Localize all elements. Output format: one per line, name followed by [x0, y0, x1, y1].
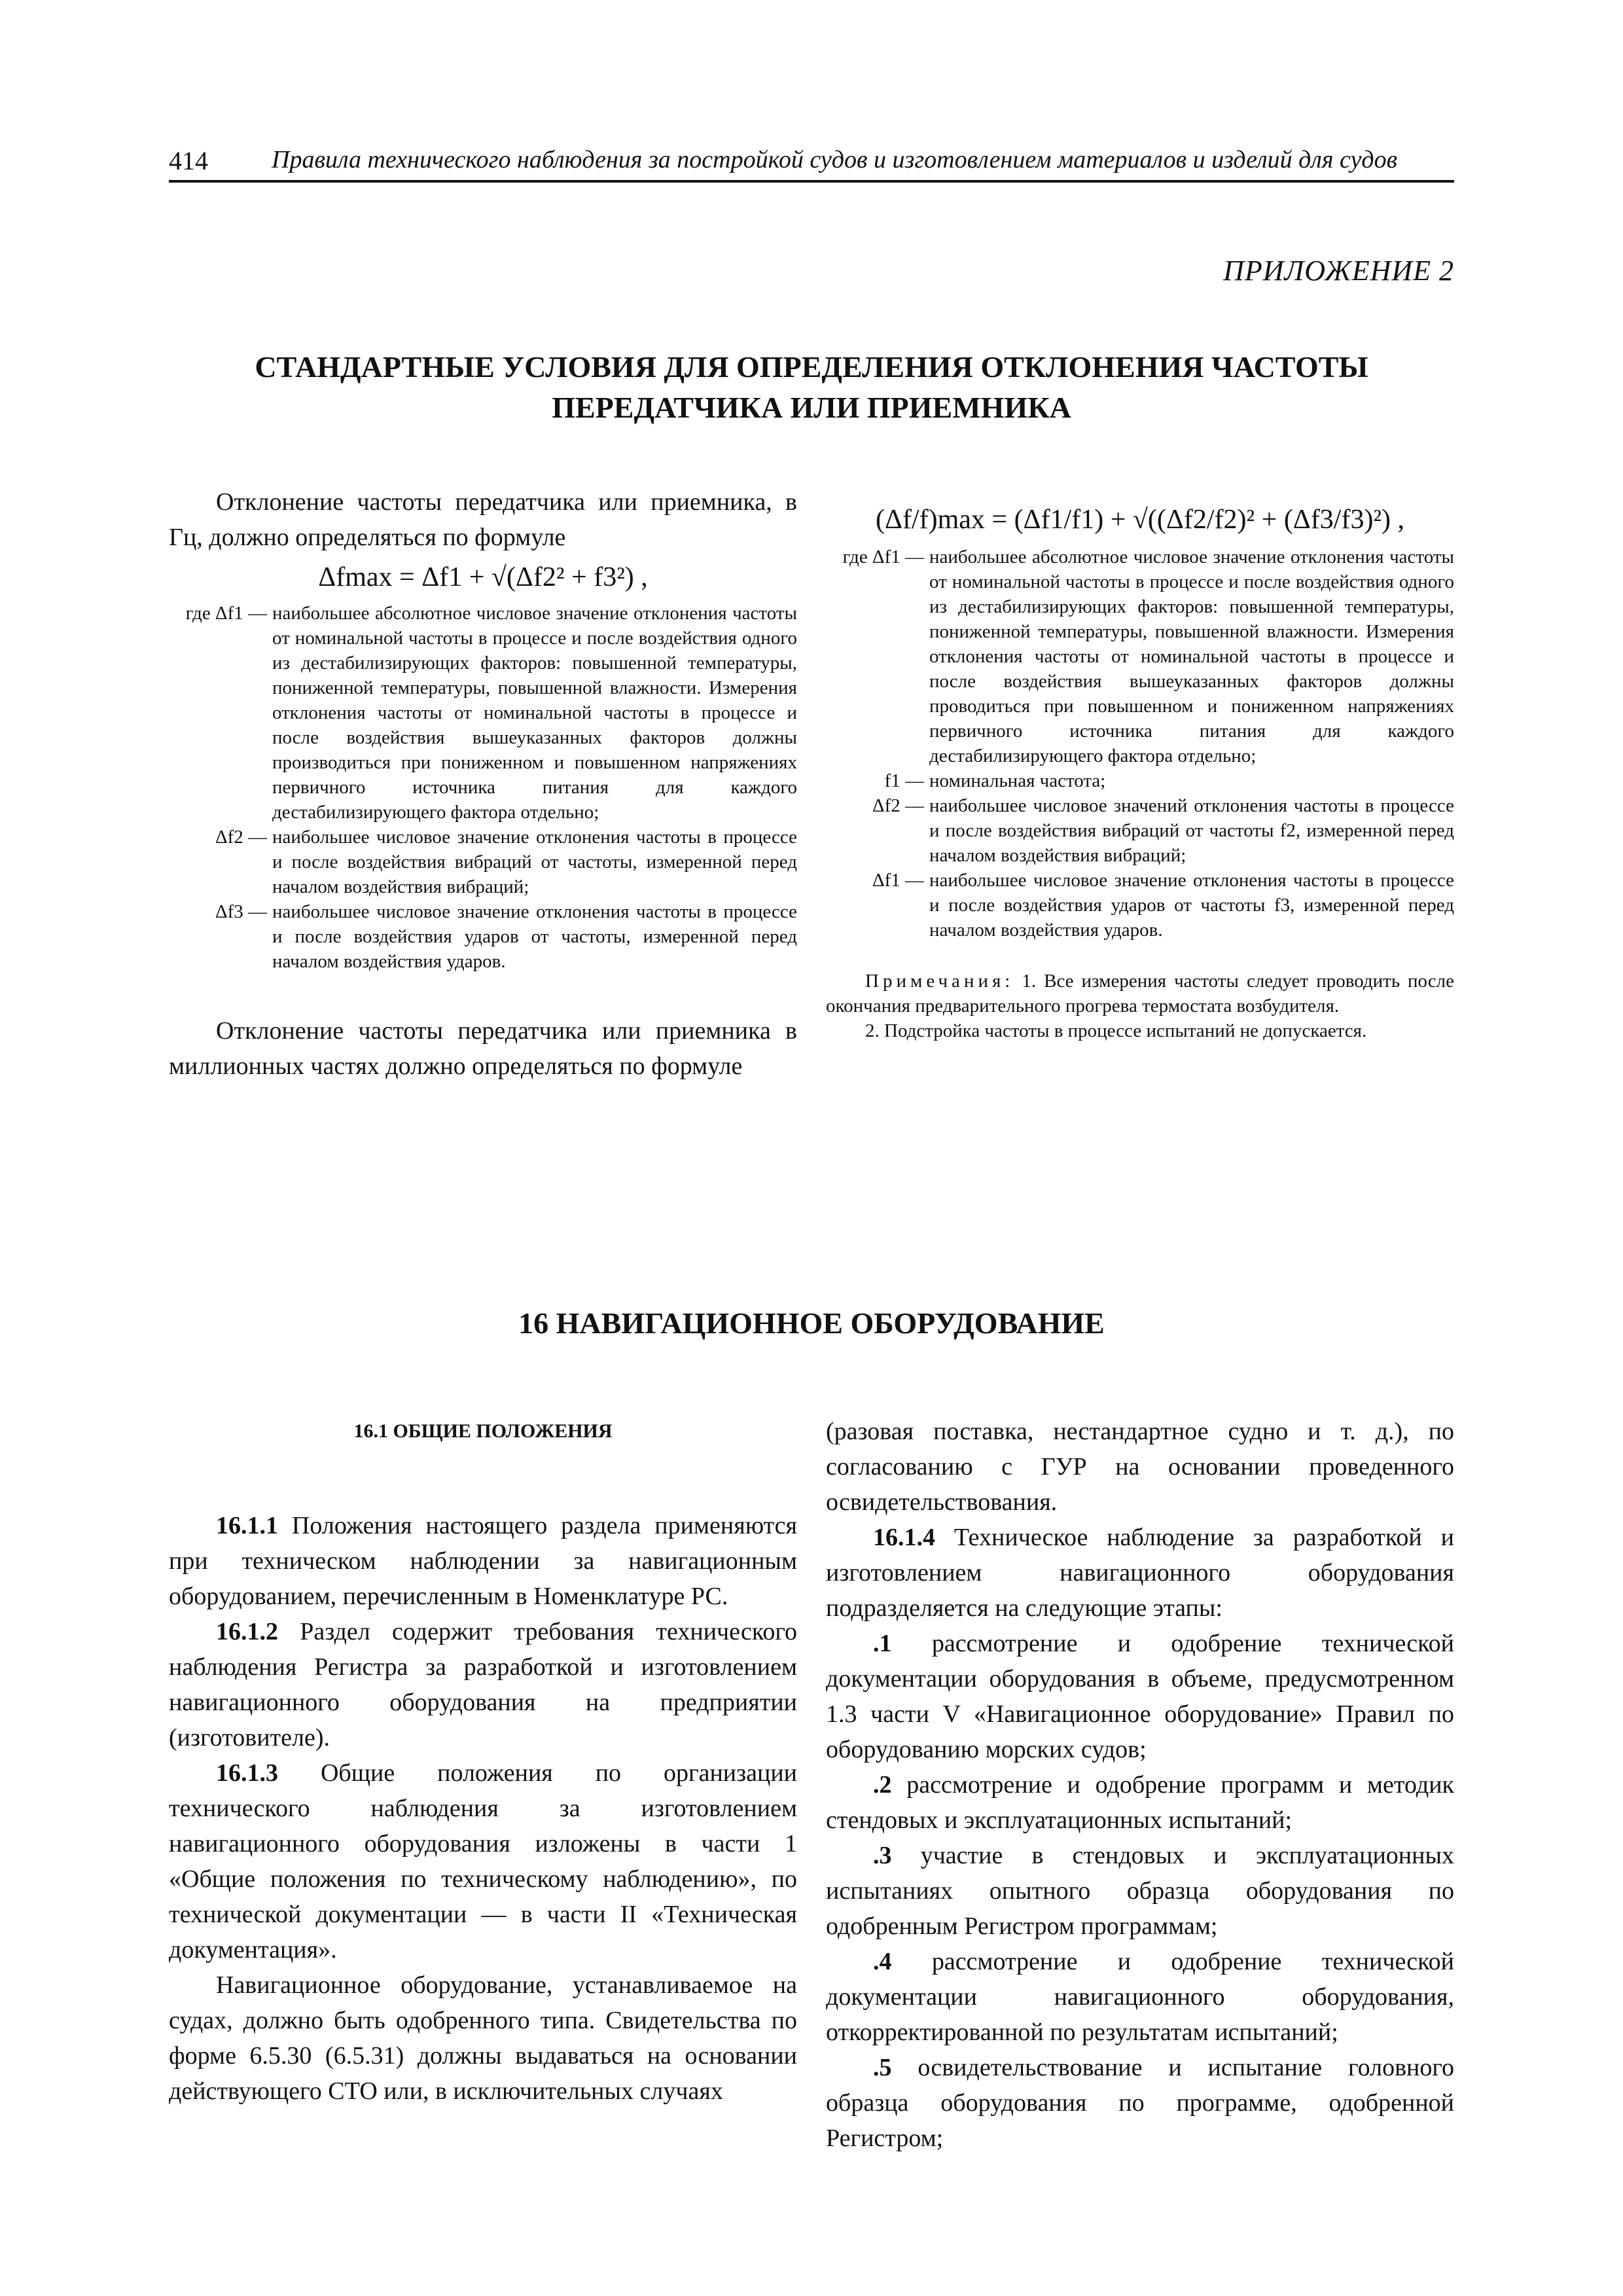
definition-item	[826, 793, 1454, 868]
definition-item	[169, 601, 797, 825]
list-item-number: .5	[873, 2054, 892, 2081]
note-1	[826, 969, 1454, 1018]
definition-text: наибольшее числовое значение отклонения частоты в процессе и после воздействия вибраций от частоты, измеренной перед началом воздействия вибраций;	[272, 827, 797, 897]
appendix-left-definitions	[169, 601, 797, 974]
header-rule	[169, 180, 1454, 183]
definition-item	[826, 868, 1454, 942]
list-item-text: участие в стендовых и эксплуатационных испытаниях опытного образца оборудования по одобренным Регистром программам;	[826, 1842, 1454, 1940]
note-1-text: 1. Все измерения частоты следует проводить после окончания предварительного прогрева термостата возбудителя.	[826, 971, 1454, 1016]
definition-item	[826, 545, 1454, 768]
list-item-text: освидетельствование и испытание головного образца оборудования по программе, одобренной Регистром;	[826, 2054, 1454, 2152]
list-item	[826, 1626, 1454, 1767]
definition-item	[826, 768, 1454, 793]
list-item	[826, 2050, 1454, 2156]
appendix-right-column	[826, 504, 1454, 1043]
section16-right-column	[826, 1414, 1454, 2156]
list-item-text: рассмотрение и одобрение технической документации оборудования в объеме, предусмотренном 1.3 части V «Навигационное оборудование» Правил по оборудованию морских судов;	[826, 1630, 1455, 1763]
definition-label: Δf2 —	[215, 827, 267, 848]
appendix-label: ПРИЛОЖЕНИЕ 2	[1223, 255, 1454, 287]
list-item-text: рассмотрение и одобрение программ и методик стендовых и эксплуатационных испытаний;	[826, 1771, 1454, 1834]
list-item-number: .3	[873, 1842, 892, 1869]
paragraph-continuation: (разовая поставка, нестандартное судно и т. д.), по согласованию с ГУР на основании проведенного освидетельствования.	[826, 1418, 1454, 1516]
notes-label: Примечания:	[865, 971, 1014, 992]
paragraph-number: 16.1.1	[216, 1512, 278, 1539]
formula-ppm-text: (Δf/f)max = (Δf1/f1) + √((Δf2/f2)² + (Δf3/f3)²) ,	[875, 505, 1405, 535]
appendix-title	[169, 347, 1454, 428]
appendix-title-line2: ПЕРЕДАТЧИКА ИЛИ ПРИЕМНИКА	[552, 391, 1071, 424]
paragraph-number: 16.1.4	[873, 1524, 935, 1551]
subsection-title: 16.1 ОБЩИЕ ПОЛОЖЕНИЯ	[353, 1420, 613, 1442]
definition-text: номинальная частота;	[929, 770, 1106, 791]
appendix-intro: Отклонение частоты передатчика или приемника, в Гц, должно определяться по формуле	[169, 488, 797, 551]
section-title: 16 НАВИГАЦИОННОЕ ОБОРУДОВАНИЕ	[518, 1306, 1105, 1340]
formula-ppm	[826, 504, 1454, 535]
section16-left-column	[169, 1420, 797, 2109]
definition-label: Δf3 —	[215, 901, 267, 922]
running-title: Правила технического наблюдения за постройкой судов и изготовлением материалов и изделий для судов	[272, 146, 1398, 173]
list-item	[826, 1838, 1454, 1944]
definition-text: наибольшее абсолютное числовое значение отклонения частоты от номинальной частоты в процессе и после воздействия одного из дестабилизирующих факторов: повышенной температуры, пониженной температуры, повышенной влажности. Измерения отклонения частоты от номинальной частоты в процессе и после воздействия вышеуказанных факторов должны производиться при пониженном и повышенном напряжениях первичного источника питания для каждого дестабилизирующего фактора отдельно;	[272, 603, 797, 823]
paragraph-text: Положения настоящего раздела применяются при техническом наблюдении за навигационным оборудованием, перечисленным в Номенклатуре РС.	[169, 1512, 797, 1610]
paragraph-text: Общие положения по организации технического наблюдения за изготовлением навигационного оборудования изложены в части 1 «Общие положения по техническому наблюдению», по технической документации — в части II «Техническая документация».	[169, 1759, 797, 1964]
definition-label: где Δf1 —	[842, 547, 924, 567]
paragraph-16-1-3	[169, 1755, 797, 1967]
definition-text: наибольшее числовое значение отклонения частоты в процессе и после воздействия ударов от частоты f3, измеренной перед началом воздействия ударов.	[929, 870, 1454, 941]
list-item-number: .1	[873, 1630, 892, 1657]
paragraph-type-approval	[169, 1967, 797, 2109]
definition-text: наибольшее числовое значений отклонения частоты в процессе и после воздействия вибраций от частоты f2, измеренной перед началом воздействия вибраций;	[929, 795, 1454, 866]
paragraph-text: Раздел содержит требования технического наблюдения Регистра за разработкой и изготовлением навигационного оборудования на предприятии (изготовителе).	[169, 1618, 797, 1751]
appendix-title-line1: СТАНДАРТНЫЕ УСЛОВИЯ ДЛЯ ОПРЕДЕЛЕНИЯ ОТКЛОНЕНИЯ ЧАСТОТЫ	[255, 350, 1368, 384]
definition-label: f1 —	[884, 770, 924, 791]
paragraph-number: 16.1.3	[216, 1759, 278, 1787]
paragraph-16-1-1	[169, 1508, 797, 1614]
paragraph-text: Техническое наблюдение за разработкой и изготовлением навигационного оборудования подразделяется на следующие этапы:	[826, 1524, 1454, 1622]
page-number: 414	[169, 146, 208, 175]
paragraph-16-1-4	[826, 1520, 1454, 1626]
definition-text: наибольшее абсолютное числовое значение отклонения частоты от номинальной частоты в процессе и после воздействия одного из дестабилизирующих факторов: повышенной температуры, пониженной температуры, повышенной влажности. Измерения отклонения частоты от номинальной частоты в процессе и после воздействия вышеуказанных факторов должны проводиться при повышенном и пониженном напряжениях первичного источника питания для каждого дестабилизирующего фактора отдельно;	[929, 547, 1454, 766]
definition-item	[169, 899, 797, 974]
formula-hz-text: Δfmax = Δf1 + √(Δf2² + f3²) ,	[318, 562, 648, 592]
paragraph-16-1-2	[169, 1614, 797, 1755]
paragraph-number: 16.1.2	[216, 1618, 278, 1645]
definition-item	[169, 825, 797, 899]
definition-label: Δf2 —	[872, 795, 924, 816]
note-2: 2. Подстройка частоты в процессе испытаний не допускается.	[865, 1020, 1367, 1041]
appendix-outro: Отклонение частоты передатчика или приемника в миллионных частях должно определяться по формуле	[169, 1017, 797, 1080]
paragraph-text: Навигационное оборудование, устанавливаемое на судах, должно быть одобренного типа. Свидетельства по форме 6.5.30 (6.5.31) должны выдаваться на основании действующего СТО или, в исключительных случаях	[169, 1971, 797, 2105]
formula-hz	[169, 562, 797, 593]
list-item	[826, 1944, 1454, 2050]
definition-label: Δf1 —	[872, 870, 924, 891]
list-item-number: .4	[873, 1948, 892, 1975]
list-item-text: рассмотрение и одобрение технической документации навигационного оборудования, откорректированной по результатам испытаний;	[826, 1948, 1455, 2046]
list-item	[826, 1767, 1454, 1838]
definition-text: наибольшее числовое значение отклонения частоты в процессе и после воздействия ударов от частоты, измеренной перед началом воздействия ударов.	[272, 901, 797, 972]
appendix-right-definitions	[826, 545, 1454, 942]
definition-label: где Δf1 —	[185, 603, 267, 624]
list-item-number: .2	[873, 1771, 892, 1799]
appendix-left-column	[169, 484, 797, 1084]
